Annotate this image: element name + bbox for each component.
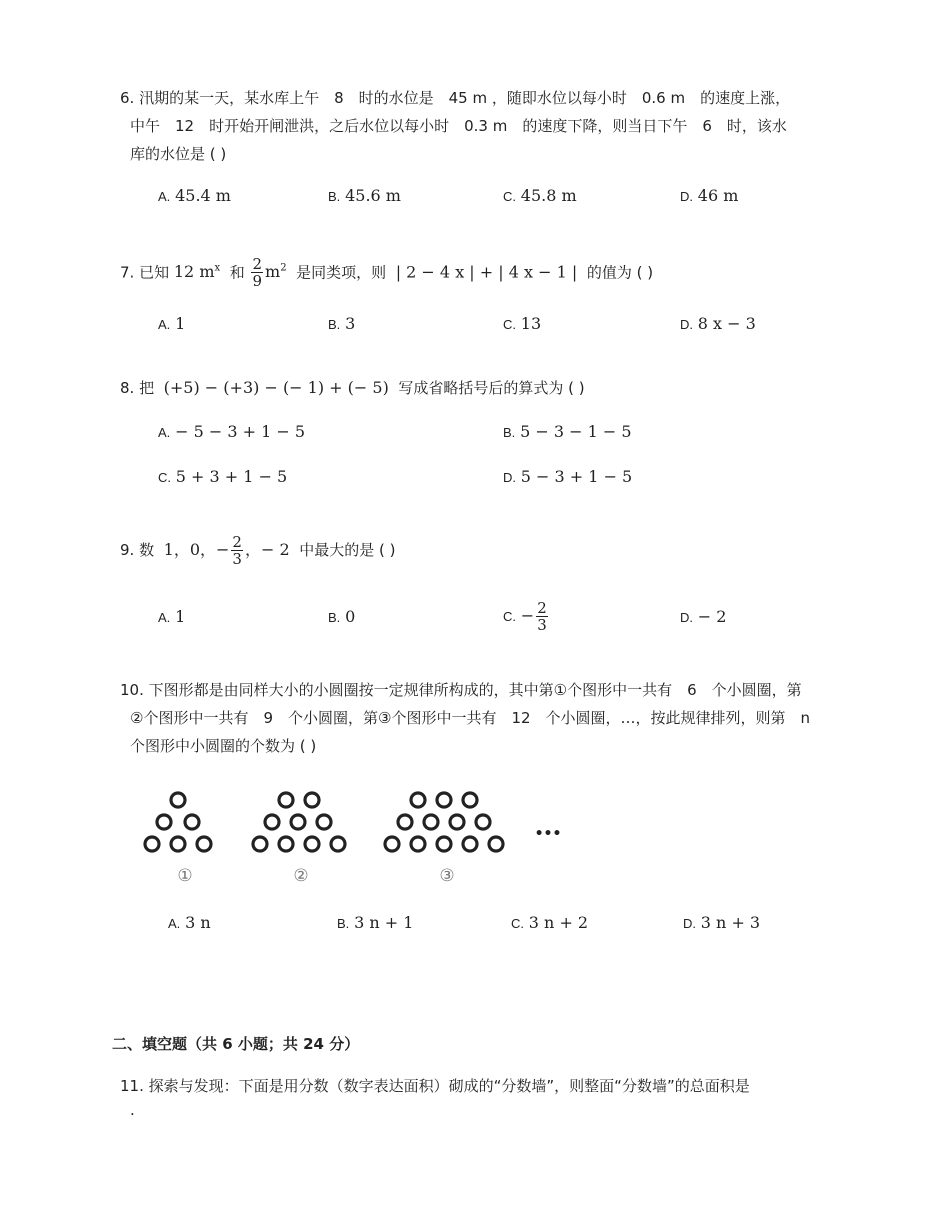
q7-expression: | 2 − 4 x | + | 4 x − 1 |: [395, 262, 578, 282]
section-heading: 二、填空题（共 6 小题；共 24 分）: [112, 1035, 360, 1053]
q9-stem: [120, 530, 395, 570]
q10-text-line2: ②个图形中一共有 9 个小圆圈，第③个图形中一共有 12 个小圆圈，…，按此规律排列，则第 n: [130, 709, 811, 727]
pattern-ellipsis: •••: [534, 826, 562, 842]
q9-option-b[interactable]: [328, 607, 355, 626]
option-label: D.: [503, 470, 516, 485]
pattern-circle: [331, 837, 345, 851]
q11-text-line2: .: [130, 1101, 135, 1119]
circle-pattern-figure: [0, 780, 950, 900]
q9-option-d[interactable]: [680, 607, 726, 626]
option-label: D.: [680, 317, 693, 332]
option-label: B.: [328, 317, 341, 332]
pattern-circle: [411, 793, 425, 807]
q7-term2: [265, 262, 287, 281]
option-value: 45.4 m: [175, 186, 231, 205]
q8-prefix: 8. 把: [120, 379, 155, 397]
q9-list-end: ，− 2: [244, 540, 290, 559]
option-label: B.: [337, 916, 350, 931]
option-value: 5 − 3 + 1 − 5: [520, 467, 633, 486]
fraction-numerator: 2: [252, 255, 263, 274]
pattern-circle: [450, 815, 464, 829]
pattern-circle: [253, 837, 267, 851]
q8-stem: [120, 378, 585, 398]
q9-suffix: 中最大的是 ( ): [299, 541, 396, 559]
q7-option-b[interactable]: [328, 314, 355, 333]
pattern-circle: [437, 837, 451, 851]
option-value: 5 − 3 − 1 − 5: [520, 422, 632, 441]
option-label: C.: [503, 317, 516, 332]
pattern-circle: [185, 815, 199, 829]
option-label: B.: [503, 425, 516, 440]
pattern-circle: [437, 793, 451, 807]
q7-middle: 是同类项，则: [296, 263, 387, 282]
pattern-circle: [424, 815, 438, 829]
option-label: C.: [503, 609, 516, 624]
pattern-circle: [279, 793, 293, 807]
q6-text-line1: 6. 汛期的某一天，某水库上午 8 时的水位是 45 m ，随即水位以每小时 0.6 m 的速度上涨，: [120, 89, 791, 107]
q8-option-c[interactable]: [158, 467, 287, 486]
q9-option-c[interactable]: [503, 594, 550, 639]
q7-term2-exponent: 2: [280, 263, 287, 274]
fraction-numerator: 2: [537, 599, 547, 617]
option-value: 3 n + 3: [700, 913, 761, 932]
option-label: D.: [683, 916, 696, 931]
q9-fraction: [231, 534, 243, 567]
option-label: D.: [680, 610, 693, 625]
pattern-circle: [171, 793, 185, 807]
q7-prefix: 7. 已知: [120, 263, 170, 282]
fraction-denominator: 3: [537, 616, 547, 634]
pattern-circle: [317, 815, 331, 829]
option-value: 45.6 m: [345, 186, 401, 205]
pattern-circle: [171, 837, 185, 851]
option-label: A.: [158, 610, 171, 625]
pattern-circle: [398, 815, 412, 829]
option-label: C.: [511, 916, 524, 931]
q7-term1-exponent: x: [214, 263, 221, 274]
pattern-circle: [279, 837, 293, 851]
option-label: A.: [158, 189, 171, 204]
pattern-circle: [489, 837, 503, 851]
q8-option-b[interactable]: [503, 422, 632, 441]
q6-text-line2: 中午 12 时开始开闸泄洪，之后水位以每小时 0.3 m 的速度下降，则当日下午 6 时，该水: [130, 117, 787, 135]
pattern-circle: [197, 837, 211, 851]
figure-label-1: ①: [177, 866, 193, 886]
pattern-circle: [145, 837, 159, 851]
q6-option-b[interactable]: [328, 186, 401, 205]
q7-option-d[interactable]: [680, 314, 756, 333]
option-value: 46 m: [697, 186, 739, 205]
q8-suffix: 写成省略括号后的算式为 ( ): [398, 379, 585, 397]
option-label: B.: [328, 189, 341, 204]
option-value: 3: [345, 314, 356, 333]
option-label: B.: [328, 610, 341, 625]
pattern-circle: [265, 815, 279, 829]
option-value: 3 n + 2: [528, 913, 589, 932]
option-value: 3 n + 1: [354, 913, 414, 932]
q7-term2-base: m: [265, 262, 281, 282]
q6-option-c[interactable]: [503, 186, 577, 205]
q7-option-a[interactable]: [158, 314, 185, 333]
fraction-denominator: 3: [232, 550, 242, 568]
q7-term1: [174, 262, 220, 281]
q10-option-c[interactable]: [511, 913, 588, 932]
option-value: 3 n: [185, 913, 211, 932]
option-label: D.: [680, 189, 693, 204]
option-value: 13: [520, 314, 542, 333]
option-value: − 2: [697, 607, 727, 626]
q7-stem: [120, 250, 653, 291]
pattern-circle: [463, 793, 477, 807]
option-value: 45.8 m: [520, 186, 577, 205]
pattern-circle: [157, 815, 171, 829]
fraction-denominator: 9: [252, 272, 263, 291]
q10-option-d[interactable]: [683, 913, 760, 932]
q10-text-line1: 10. 下图形都是由同样大小的小圆圈按一定规律所构成的，其中第①个图形中一共有 6 个小圆圈，第: [120, 681, 802, 699]
q9-list-start: 1，0，−: [163, 540, 230, 559]
q6-option-a[interactable]: [158, 186, 231, 205]
option-value: 1: [175, 314, 186, 333]
option-value: 8 x − 3: [697, 314, 756, 333]
option-value: − 5 − 3 + 1 − 5: [175, 422, 306, 441]
pattern-circle: [476, 815, 490, 829]
q11-text-line1: 11. 探索与发现：下面是用分数（数字表达面积）砌成的“分数墙”，则整面“分数墙”的总面积是: [120, 1077, 750, 1095]
option-label: A.: [168, 916, 181, 931]
option-label: C.: [503, 189, 516, 204]
pattern-circle: [305, 837, 319, 851]
q7-option-c[interactable]: [503, 314, 541, 333]
option-label: C.: [158, 470, 171, 485]
q9-prefix: 9. 数: [120, 541, 155, 559]
q8-expression: (+5) − (+3) − (− 1) + (− 5): [163, 378, 389, 397]
figure-label-3: ③: [439, 866, 455, 886]
q7-and: 和: [229, 263, 245, 282]
option-value: 5 + 3 + 1 − 5: [175, 467, 288, 486]
pattern-circle: [463, 837, 477, 851]
pattern-circle: [385, 837, 399, 851]
q8-option-d[interactable]: [503, 467, 632, 486]
q10-option-a[interactable]: [168, 913, 211, 932]
q7-suffix: 的值为 ( ): [586, 263, 654, 282]
option-fraction: [536, 600, 548, 633]
q8-option-a[interactable]: [158, 422, 305, 441]
option-value: 1: [175, 607, 186, 626]
option-value: −: [520, 606, 535, 625]
pattern-circle: [305, 793, 319, 807]
fraction-numerator: 2: [232, 533, 242, 551]
option-label: A.: [158, 317, 171, 332]
q10-text-line3: 个图形中小圆圈的个数为 ( ): [130, 737, 317, 755]
q10-option-b[interactable]: [337, 913, 413, 932]
q6-option-d[interactable]: [680, 186, 738, 205]
q7-fraction: [251, 256, 263, 289]
option-value: 0: [345, 607, 356, 626]
option-label: A.: [158, 425, 171, 440]
q6-text-line3: 库的水位是 ( ): [130, 145, 227, 163]
q9-option-a[interactable]: [158, 607, 185, 626]
q7-term1-base: 12 m: [173, 262, 215, 282]
pattern-circle: [411, 837, 425, 851]
figure-label-2: ②: [293, 866, 309, 886]
pattern-circle: [291, 815, 305, 829]
